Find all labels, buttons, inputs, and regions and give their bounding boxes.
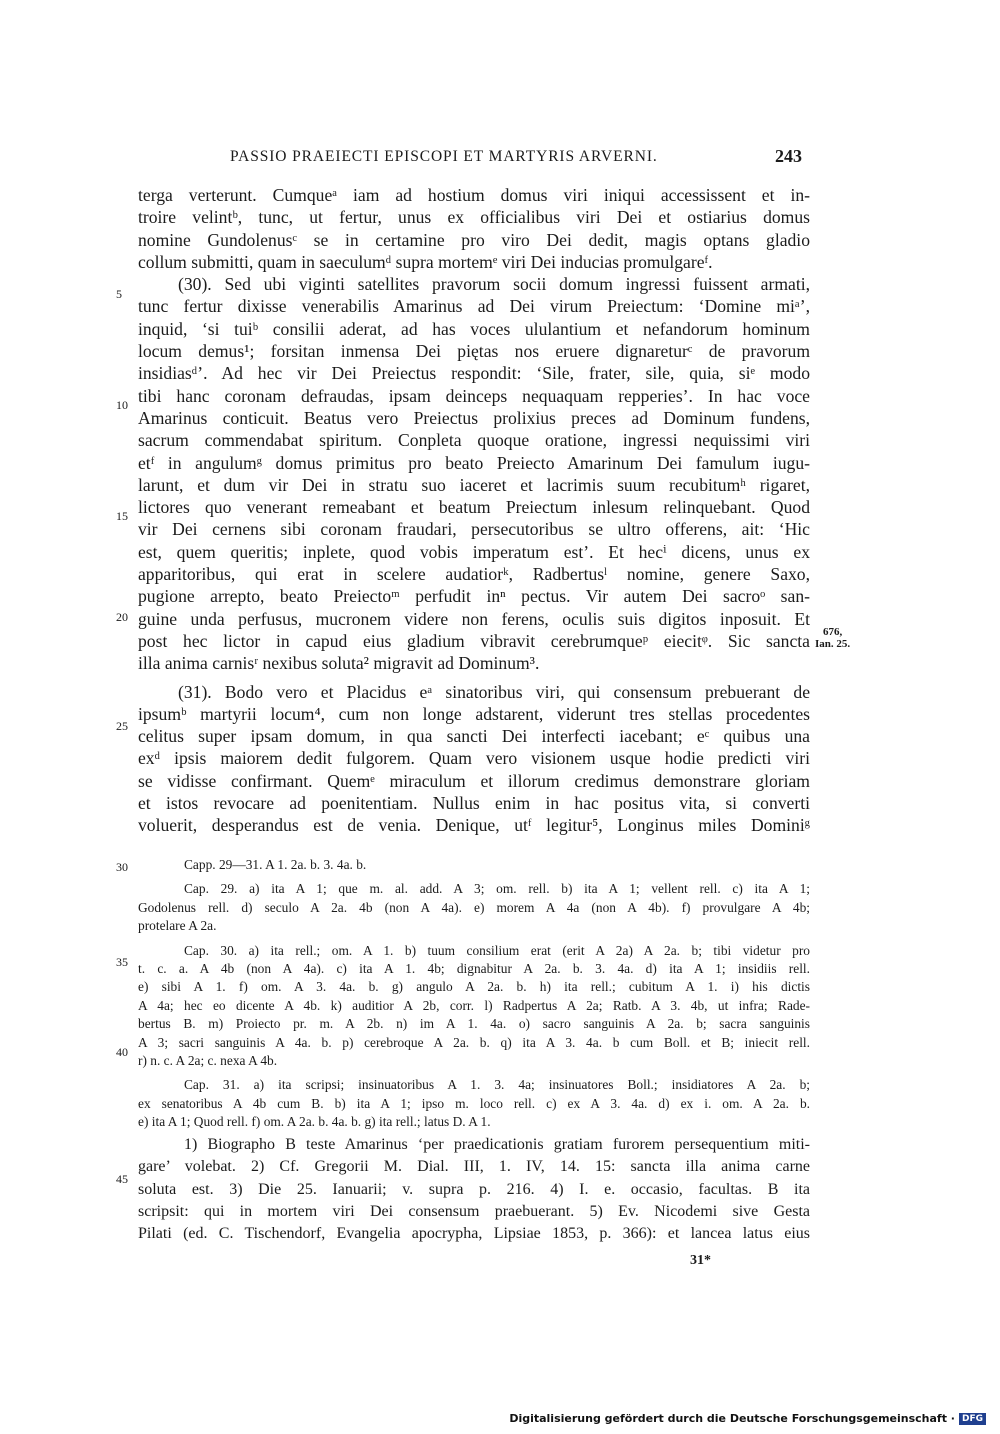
text-line: tunc fertur dixisse venerabilis Amarinus ad Dei virum Preiectum: ‘Domine miᵃ’, [138, 296, 810, 317]
text-line: etᶠ in angulumᵍ domus primitus pro beato Preiecto Amarinum Dei famulum iugu- [138, 452, 810, 473]
text-line: guine unda perfusus, mucronem videre non ferens, oculis suis digitos inposuit. Et [138, 608, 810, 629]
text-line: (31). Bodo vero et Placidus eᵃ sinatoribus viri, qui consensum prebuerant de [178, 681, 810, 702]
text-line: exᵈ ipsis maiorem dedit fulgorem. Quam vero visionem usque hodie predicti viri [138, 748, 810, 769]
apparatus-line: r) n. c. A 2a; c. nexa A 4b. [138, 1052, 278, 1068]
footnotes [138, 1134, 810, 1245]
line-number: 40 [116, 1045, 128, 1059]
text-line: nomine Gundolenusᶜ se in certamine pro viro Dei dedit, magis optans gladio [138, 229, 810, 250]
text-line: post hec lictor in capud eius gladium vibravit cerebrumqueᵖ eiecitᵠ. Sic sancta [138, 630, 810, 651]
footer-text: Digitalisierung gefördert durch die Deutsche Forschungsgemeinschaft · [509, 1412, 955, 1425]
line-number: 35 [116, 955, 128, 969]
line-number: 30 [116, 860, 128, 874]
apparatus-line: A 4a; hec eo dicente A 4b. k) auditior A 2b, corr. l) Radpertus A 2a; Ratb. A 3. 4b, ut infra; Rade- [138, 997, 810, 1013]
text-line: troire velintᵇ, tunc, ut fertur, unus ex officialibus viri Dei et ostiarius domus [138, 207, 810, 228]
apparatus-line: e) ita A 1; Quod rell. f) om. A 2a. b. 4a. b. g) ita rell.; latus D. A 1. [138, 1114, 491, 1130]
footnote-line: scripsit: qui in mortem viri Dei consensum praebuerant. 5) Ev. Nicodemi sive Gesta [138, 1202, 810, 1220]
text-line: pugione arrepto, beato Preiectoᵐ perfudit inⁿ pectus. Vir autem Dei sacroᵒ san- [138, 586, 810, 607]
text-line: lictores quo venerant remeabant et beatum Preiectum inlesum relinquebant. Quod [138, 497, 810, 518]
text-line: Amarinus conticuit. Beatus vero Preiectus prolixius preces ad Dominum fundens, [138, 407, 810, 428]
text-line: inquid, ‘si tuiᵇ consilii aderat, ad has voces ululantium et nefandorum hominum [138, 318, 810, 339]
page-number: 243 [775, 146, 802, 166]
line-number: 45 [116, 1172, 128, 1186]
dfg-logo: DFG [959, 1413, 986, 1425]
margin-note-year: 676, [822, 626, 843, 638]
margin-note-date: Ian. 25. [815, 638, 851, 650]
text-line: (30). Sed ubi viginti satellites pravorum socii domum ingressi fuissent armati, [178, 274, 810, 295]
text-line: collum submitti, quam in saeculumᵈ supra mortemᵉ viri Dei inducias promulgareᶠ. [138, 251, 713, 272]
line-number: 10 [116, 398, 128, 412]
main-text [138, 184, 810, 837]
text-line: insidiasᵈ’. Ad hec vir Dei Preiectus respondit: ‘Sile, frater, sile, quia, siᵉ modo [138, 363, 810, 384]
apparatus-line: A 3; sacri sanguinis A 4a. b. p) cerebroque A 2a. b. q) ita A 3. 4a. b cum Boll. et B; iniecit rell. [138, 1034, 810, 1050]
footnote-line: gare’ volebat. 2) Cf. Gregorii M. Dial. III, 1. IV, 14. 15: sancta illa anima carne [138, 1158, 810, 1176]
signature-mark: 31* [690, 1253, 711, 1268]
text-line: larunt, et dum vir Dei in stratu suo iaceret et lacrimis suum recubitumʰ rigaret, [138, 474, 810, 495]
line-number: 5 [116, 287, 122, 301]
apparatus-line: ex senatoribus A 4b cum B. b) ita A 1; ipso m. loco rell. c) ex A 3. 4a. d) ex i. om. A 2a. b. [138, 1095, 810, 1111]
apparatus-line: Cap. 29. a) ita A 1; que m. al. add. A 3; om. rell. b) ita A 1; vellent rell. c) ita A 1; [184, 881, 810, 897]
text-line: locum demus¹; forsitan inmensa Dei piętas nos eruere dignareturᶜ de pravorum [138, 341, 810, 362]
text-line: tibi hanc coronam defraudas, ipsam deinceps nequaquam repperies’. In hac voce [138, 385, 810, 406]
apparatus-line: e) sibi A 1. f) om. A 3. 4a. b. g) angulo A 2a. b. h) ita rell.; cubitum A 1. i) his dictis [138, 979, 810, 995]
footnote-line: soluta est. 3) Die 25. Ianuarii; v. supra p. 216. 4) I. e. occasio, facultas. B ita [138, 1180, 810, 1198]
apparatus-line: Capp. 29—31. A 1. 2a. b. 3. 4a. b. [184, 857, 367, 872]
text-line: est, quem queritis; inplete, quod vobis imperatum est’. Et hecⁱ dicens, unus ex [138, 541, 810, 562]
text-line: se vidisse confirmant. Quemᵉ miraculum et illorum credimus demonstrare gloriam [138, 770, 810, 791]
running-title: PASSIO PRAEIECTI EPISCOPI ET MARTYRIS ARVERNI. [230, 148, 658, 165]
line-number: 20 [116, 610, 128, 624]
text-line: voluerit, desperandus est de venia. Denique, utᶠ legitur⁵, Longinus miles Dominiᵍ [138, 815, 810, 836]
running-header [0, 148, 1000, 174]
apparatus-line: t. c. a. A 4b (non A 4a). c) ita A 1. 4b; dignabitur A 2a. b. 3. 4a. d) ita A 1; insidiis rell. [138, 960, 810, 976]
apparatus-line: Godolenus rell. d) seculo A 2a. 4b (non A 4a). e) morem A 4a (non A 4b). f) provulgare A 4b; [138, 899, 810, 915]
digitization-footer [509, 1412, 986, 1425]
footnote-line: Pilati (ed. C. Tischendorf, Evangelia apocrypha, Lipsiae 1853, p. 366): et lancea latus eius [138, 1225, 810, 1243]
margin-date-note [815, 626, 850, 650]
text-line: terga verterunt. Cumqueᵃ iam ad hostium domus viri iniqui accessissent et in- [138, 185, 810, 205]
line-number: 15 [116, 509, 128, 523]
text-line: et istos revocare ad poenitentiam. Nullus enim in hac positus vita, si converti [138, 793, 810, 814]
text-line: apparitoribus, qui erat in scelere audatiorᵏ, Radbertusˡ nomine, genere Saxo, [138, 564, 810, 585]
apparatus-line: bertus B. m) Proiecto pr. m. A 2b. n) im A 1. 4a. o) sacro sanguinis A 2a. b; sacra sanguinis [138, 1016, 810, 1032]
text-line: ipsumᵇ martyrii locum⁴, cum non longe adstarent, viderunt tres stellas procedentes [138, 703, 810, 724]
apparatus-line: Cap. 30. a) ita rell.; om. A 1. b) tuum consilium erat (erit A 2a) A 2a. b; tibi videtur pro [184, 942, 810, 958]
text-line: sacrum commendabat spiritum. Conpleta quoque oratione, ingressi nequissimi viri [138, 430, 810, 451]
text-line: illa anima carnisʳ nexibus soluta² migravit ad Dominum³. [138, 653, 540, 674]
text-line: celitus super ipsam domum, in qua sancti Dei interfecti iacebant; eᶜ quibus una [138, 726, 810, 747]
apparatus-line: protelare A 2a. [138, 918, 217, 934]
apparatus-line: Cap. 31. a) ita scripsi; insinuatoribus A 1. 3. 4a; insinuatores Boll.; insidiatores A 2a. b; [184, 1077, 810, 1093]
critical-apparatus [138, 856, 810, 1131]
footnote-line: 1) Biographo B teste Amarinus ‘per praedicationis gratiam furorem persequentium miti- [184, 1136, 810, 1153]
line-number: 25 [116, 719, 128, 733]
text-line: vir Dei cernens sibi coronam fraudari, persecutoribus se ultro offerens, ait: ‘Hic [138, 519, 810, 540]
